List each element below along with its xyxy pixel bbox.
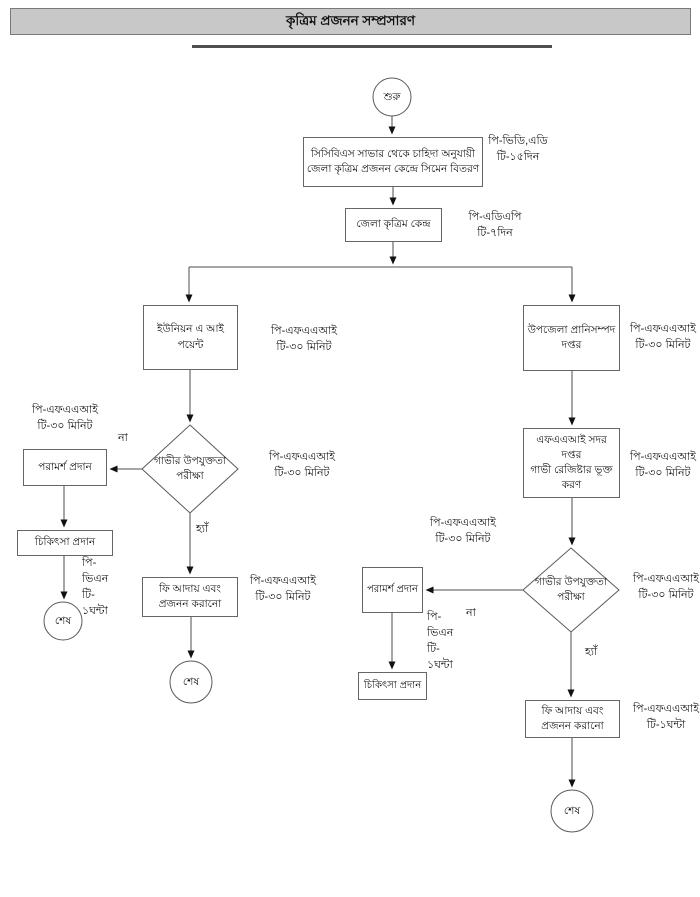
right-decision-label <box>523 561 619 619</box>
annotation-time: টি-৭দিন <box>477 226 513 239</box>
annotation-upazila-livestock-office <box>626 322 700 354</box>
node-left-fee-breeding <box>142 577 238 617</box>
node-text-line: সিসিবিএস সাভার থেকে চাহিদা অনুযায়ী <box>310 147 475 160</box>
node-text-line: চিকিৎসা প্রদান <box>34 536 96 549</box>
decision-text-line: গাভীর উপযুক্ততা <box>154 455 226 468</box>
annotation-person: পি-এফএএআই <box>430 517 496 529</box>
node-right-fee-breeding <box>525 700 620 738</box>
end-terminator-right <box>551 790 593 832</box>
decision-text-line: পরীক্ষা <box>176 470 204 482</box>
annotation-person: পি-এফএএআই <box>32 404 98 416</box>
page-title: কৃত্রিম প্রজনন সম্প্রসারণ <box>285 13 416 28</box>
annotation-left-fee-breeding <box>244 574 322 606</box>
edge-label-yes-right: হ্যাঁ <box>585 646 598 658</box>
annotation-union-ai-point <box>264 324 344 356</box>
annotation-time: টি-৩০ মিনিট <box>255 590 311 603</box>
left-decision-label <box>142 440 238 498</box>
node-district-ai-center <box>345 208 442 242</box>
node-left-advice <box>23 449 107 486</box>
annotation-time: টি-৩০ মিনিট <box>635 338 691 351</box>
edge-label-no-right: না <box>466 607 476 619</box>
end-terminator-left <box>44 602 82 640</box>
node-text-line: চিকিৎসা প্রদান <box>363 679 422 691</box>
node-text-line: জেলা কৃত্রিম প্রজনন কেন্দ্রে সিমেন বিতরণ <box>306 163 480 175</box>
annotation-person: পি-এফএএআই <box>271 325 337 337</box>
end-terminator-mid <box>170 661 212 703</box>
node-right-treatment <box>358 672 427 700</box>
edge-label-no-left: না <box>118 432 128 444</box>
node-faai-registration <box>523 428 620 498</box>
annotation-time: টি-৩০ মিনিট <box>37 419 93 432</box>
annotation-person: পি-এফএএআই <box>269 451 335 463</box>
annotation-person: পি-এফএএআই <box>633 703 699 715</box>
node-text-line: দপ্তর <box>561 448 582 461</box>
annotation-person: পি-এফএএআই <box>250 575 316 587</box>
annotation-line: পি- <box>82 557 97 569</box>
annotation-left-decision <box>260 450 344 482</box>
annotation-person: পি-এফএএআই <box>630 451 696 463</box>
annotation-right-decision-upper <box>424 516 502 548</box>
node-text-line: পয়েন্ট <box>177 338 204 351</box>
annotation-faai-registration <box>626 450 700 482</box>
end-label: শেষ <box>563 804 581 817</box>
decision-text-line: পরীক্ষা <box>557 591 585 603</box>
annotation-right-fee-breeding <box>629 702 700 734</box>
node-union-ai-point <box>143 305 238 370</box>
annotation-line: ১ঘন্টা <box>82 604 108 617</box>
node-upazila-livestock-office <box>523 305 620 371</box>
edge-label-yes-left: হ্যাঁ <box>196 523 209 535</box>
node-text-line: জেলা কৃত্রিম কেন্দ্র <box>356 218 431 231</box>
annotation-line: ভিএন <box>427 626 454 639</box>
node-text-line: করণ <box>561 479 582 492</box>
annotation-line: ১ঘন্টা <box>427 658 453 671</box>
node-text-line: ফি আদায় এবং <box>541 704 604 717</box>
annotation-time: টি-৩০ মিনিট <box>276 340 332 353</box>
annotation-person: পি-এডিএপি <box>468 211 522 223</box>
annotation-left-vn <box>82 556 118 620</box>
annotation-time: টি-১ঘন্টা <box>646 718 686 731</box>
node-text-line: প্রজনন করানো <box>541 720 604 732</box>
annotation-time: টি-৩০ মিনিট <box>638 588 694 601</box>
node-text-line: পরামর্শ প্রদান <box>366 583 419 595</box>
annotation-time: টি-৩০ মিনিট <box>274 466 330 479</box>
node-semen-distribution <box>303 137 483 187</box>
node-text-line: দপ্তর <box>561 339 582 351</box>
annotation-line: টি- <box>427 642 440 655</box>
node-text-line: ফি আদায় এবং <box>159 582 221 595</box>
node-text-line: প্রজনন করানো <box>158 598 222 610</box>
annotation-line: টি- <box>82 588 95 601</box>
node-text-line: উপজেলা প্রানিসম্পদ <box>527 323 616 336</box>
annotation-time: টি-৩০ মিনিট <box>635 466 691 479</box>
node-text-line: এফএএআই সদর <box>536 433 607 446</box>
node-text-line: ইউনিয়ন এ আই <box>157 323 224 336</box>
start-terminator <box>373 78 411 116</box>
node-text-line: গাভী রেজিষ্টার ভূক্ত <box>530 464 613 476</box>
annotation-line: ভিএন <box>82 572 109 585</box>
annotation-time: টি-৩০ মিনিট <box>435 532 491 545</box>
annotation-right-vn <box>427 610 463 674</box>
annotation-left-advice <box>22 403 108 435</box>
annotation-district-ai-center <box>462 210 528 242</box>
end-label: শেষ <box>54 614 72 627</box>
annotation-time: টি-১৫দিন <box>496 150 540 163</box>
annotation-semen-distribution <box>484 134 552 166</box>
annotation-person: পি-এফএএআই <box>630 323 696 335</box>
decision-text-line: গাভীর উপযুক্ততা <box>535 576 607 589</box>
annotation-right-decision-right <box>629 572 700 604</box>
node-left-treatment <box>17 530 113 556</box>
annotation-person: পি-এফএএআই <box>633 573 699 585</box>
annotation-person: পি-ভিডি,এডি <box>488 135 548 147</box>
start-label: শুরু <box>383 90 401 103</box>
annotation-line: পি- <box>427 611 442 623</box>
node-text-line: পরামর্শ প্রদান <box>38 460 92 473</box>
end-label: শেষ <box>182 675 200 688</box>
node-right-advice <box>362 567 423 613</box>
